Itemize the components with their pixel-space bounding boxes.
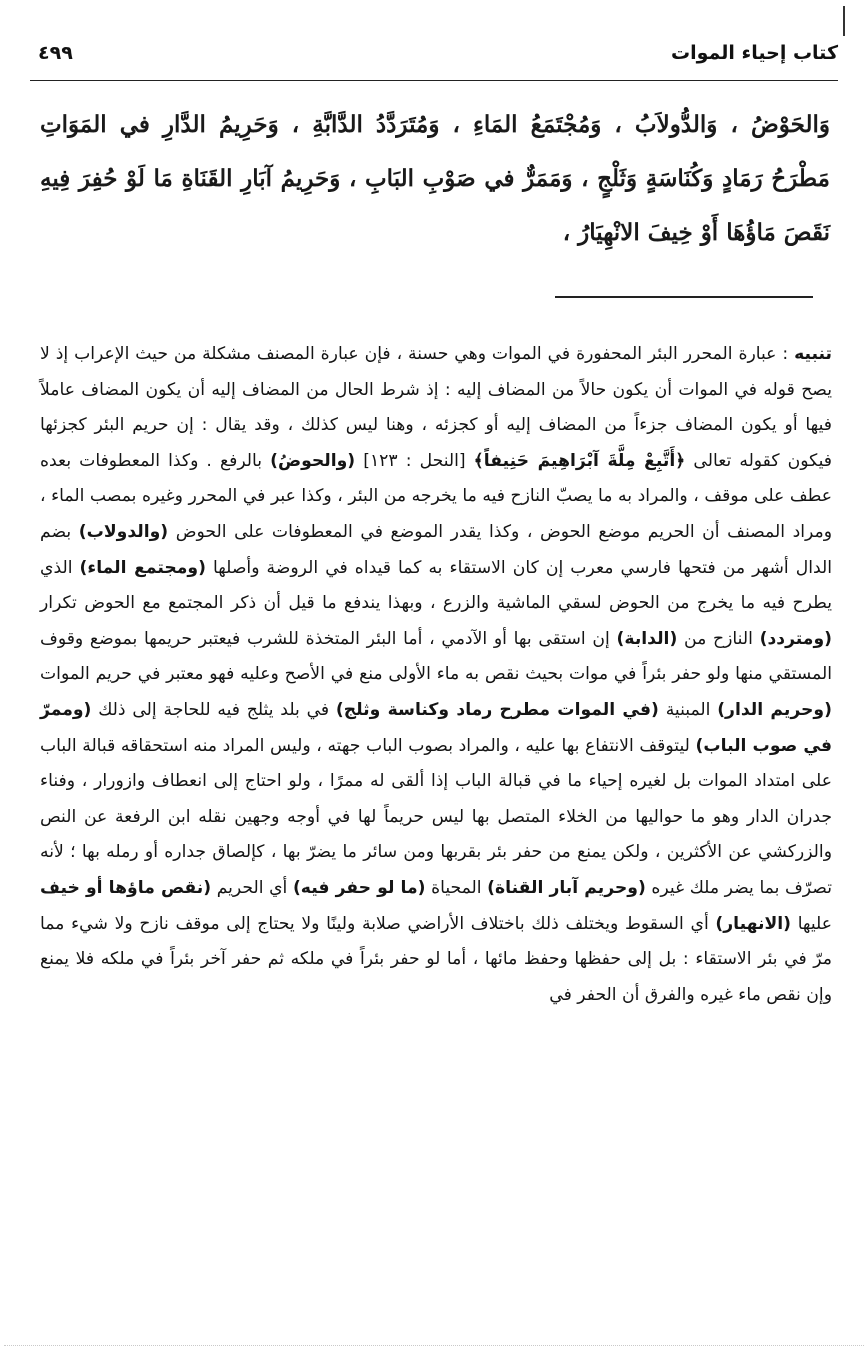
matn-text: وَالحَوْضُ ، وَالدُّولاَبُ ، وَمُجْتَمَعُ المَاءِ ، وَمُتَرَدَّدُ الدَّابَّةِ ، وَحَرِيمُ الدَّارِ في المَوَاتِ مَطْرَحُ رَمَادٍ وَكُنَاسَةٍ وَثَلْجٍ ، وَمَمَرٌّ في صَوْبِ البَابِ ، وَحَرِيمُ آبَارِ القَنَاةِ مَا لَوْ حُفِرَ فِيهِ نَقَصَ مَاؤُهَا أَوْ خِيفَ الانْهِيَارُ ، — [40, 111, 830, 246]
commentary-run: : عبارة المحرر البئر المحفورة في الموات وهي حسنة ، فإن عبارة المصنف مشكلة من حيث الإعراب إذ لا يصح قوله في الموات أن يكون حالاً من المضاف إليه : إذ شرط الحال من المضاف إليه أن يكون المضاف عاملاً فيها أو يكون المضاف جزءاً من المضاف إليه أو كجزئه ، وهنا ليس كذلك ، وقد يقال : إن حريم البئر كجزئها فيكون كقوله تعالى — [40, 344, 833, 471]
commentary-run: المبنية — [658, 699, 718, 720]
commentary-run: أي السقوط ويختلف ذلك باختلاف الأراضي صلابة ولينًا ولا يحتاج إلى موقف نازح ولا شيء مما مرّ في بئر الاستقاء : بل إلى حفظها وحفظ مائها ، أما لو حفر بئراً في ملكه ثم حفر آخر بئراً في ملكه فلا يمنع وإن نقص ماء غيره والفرق أن الحفر في — [40, 913, 832, 1005]
matn-term: (وممرّ في صوب الباب) — [40, 699, 832, 756]
commentary-paragraph — [40, 337, 832, 1013]
margin-mark — [843, 6, 845, 36]
commentary-run: الذي يطرح فيه ما يخرج من الحوض لسقي الماشية والزرع ، وبهذا يندفع ما قيل أن ذكر المجتمع مع الحوض تكرار — [40, 557, 832, 614]
page-header — [30, 40, 838, 74]
page-number: ٤٩٩ — [38, 42, 73, 64]
matn-term: (في الموات مطرح رماد وكناسة وثلج) — [335, 699, 659, 720]
footnote-separator — [555, 296, 813, 298]
matn-term: (وحريم آبار القناة) — [487, 877, 646, 898]
commentary-text — [40, 337, 832, 1013]
commentary-run: بضم الدال أشهر من فتحها فارسي معرب إن كان الاستقاء به كما قيداه في الروضة وأصلها — [40, 521, 833, 578]
commentary-run: عليها — [791, 913, 832, 934]
matn-term: (والدولاب) — [78, 521, 169, 542]
commentary-run: ليتوقف الانتفاع بها عليه ، والمراد بصوب الباب جهته ، وليس المراد منه استحقاقه قبالة الباب على امتداد الموات بل لغيره إحياء ما في قبالة الباب إذا ألقى له ممرًا ، ولو احتاج إلى انعطاف وازورار ، وفناء جدران الدار وهو ما حواليها من الخلاء المتصل بها ليس حريماً لها في أوجه وجهين نقله ابن الرفعة عن النص والزركشي عن الأكثرين ، ولكن يمنع من حفر بئر بقربها ومن سائر ما يضرّ بها ، كإلصاق جداره أو رمله بها ؛ لأنه تصرّف بما يضر ملك غيره — [40, 735, 832, 898]
matn-term: (ومجتمع الماء) — [79, 557, 206, 578]
header-rule — [30, 80, 838, 81]
matn-term: (ومتردد) — [759, 628, 832, 649]
page-edge — [4, 1345, 864, 1346]
commentary-run: في بلد يثلج فيه للحاجة إلى ذلك — [91, 699, 336, 720]
matn-term: (الدابة) — [616, 628, 678, 649]
commentary-run: المحياة — [425, 877, 488, 898]
matn-term: (والحوضُ) — [270, 450, 356, 471]
note-heading: تنبيه — [794, 344, 832, 364]
commentary-run: إن استقى بها أو الآدمي ، أما البئر المتخذة للشرب فيعتبر حريمها بموضع وقوف المستقي منها ولو حفر بئراً في موات بحيث نقص به ماء الأولى منع في الأصح وعليه فهو معتبر في حريم الموات — [40, 628, 832, 685]
commentary-run: أي الحريم — [211, 877, 293, 898]
quran-reference: [النحل : ١٢٣] — [355, 450, 474, 471]
matn-term: (الانهيار) — [715, 913, 791, 934]
matn-term: (نقص ماؤها أو خيف — [40, 877, 212, 898]
commentary-run: النازح من — [677, 628, 760, 649]
matn-term: (وحريم الدار) — [717, 699, 832, 720]
quran-quote: ﴿أَتَّبِعْ مِلَّةَ آبْرَاهِيمَ حَنِيفاً﴾ — [473, 450, 686, 471]
running-title: كتاب إحياء الموات — [671, 42, 838, 64]
commentary-run: بالرفع . وكذا المعطوفات بعده عطف على موقف ، والمراد به ما يصبّ النازح فيه ما يخرجه من البئر ، وكذا عبر في المحرر وغيره بمصب الماء ، ومراد المصنف أن الحريم موضع الحوض ، وكذا يقدر الموضع في المعطوفات على الحوض — [40, 450, 832, 542]
matn-term: (ما لو حفر فيه) — [292, 877, 426, 898]
